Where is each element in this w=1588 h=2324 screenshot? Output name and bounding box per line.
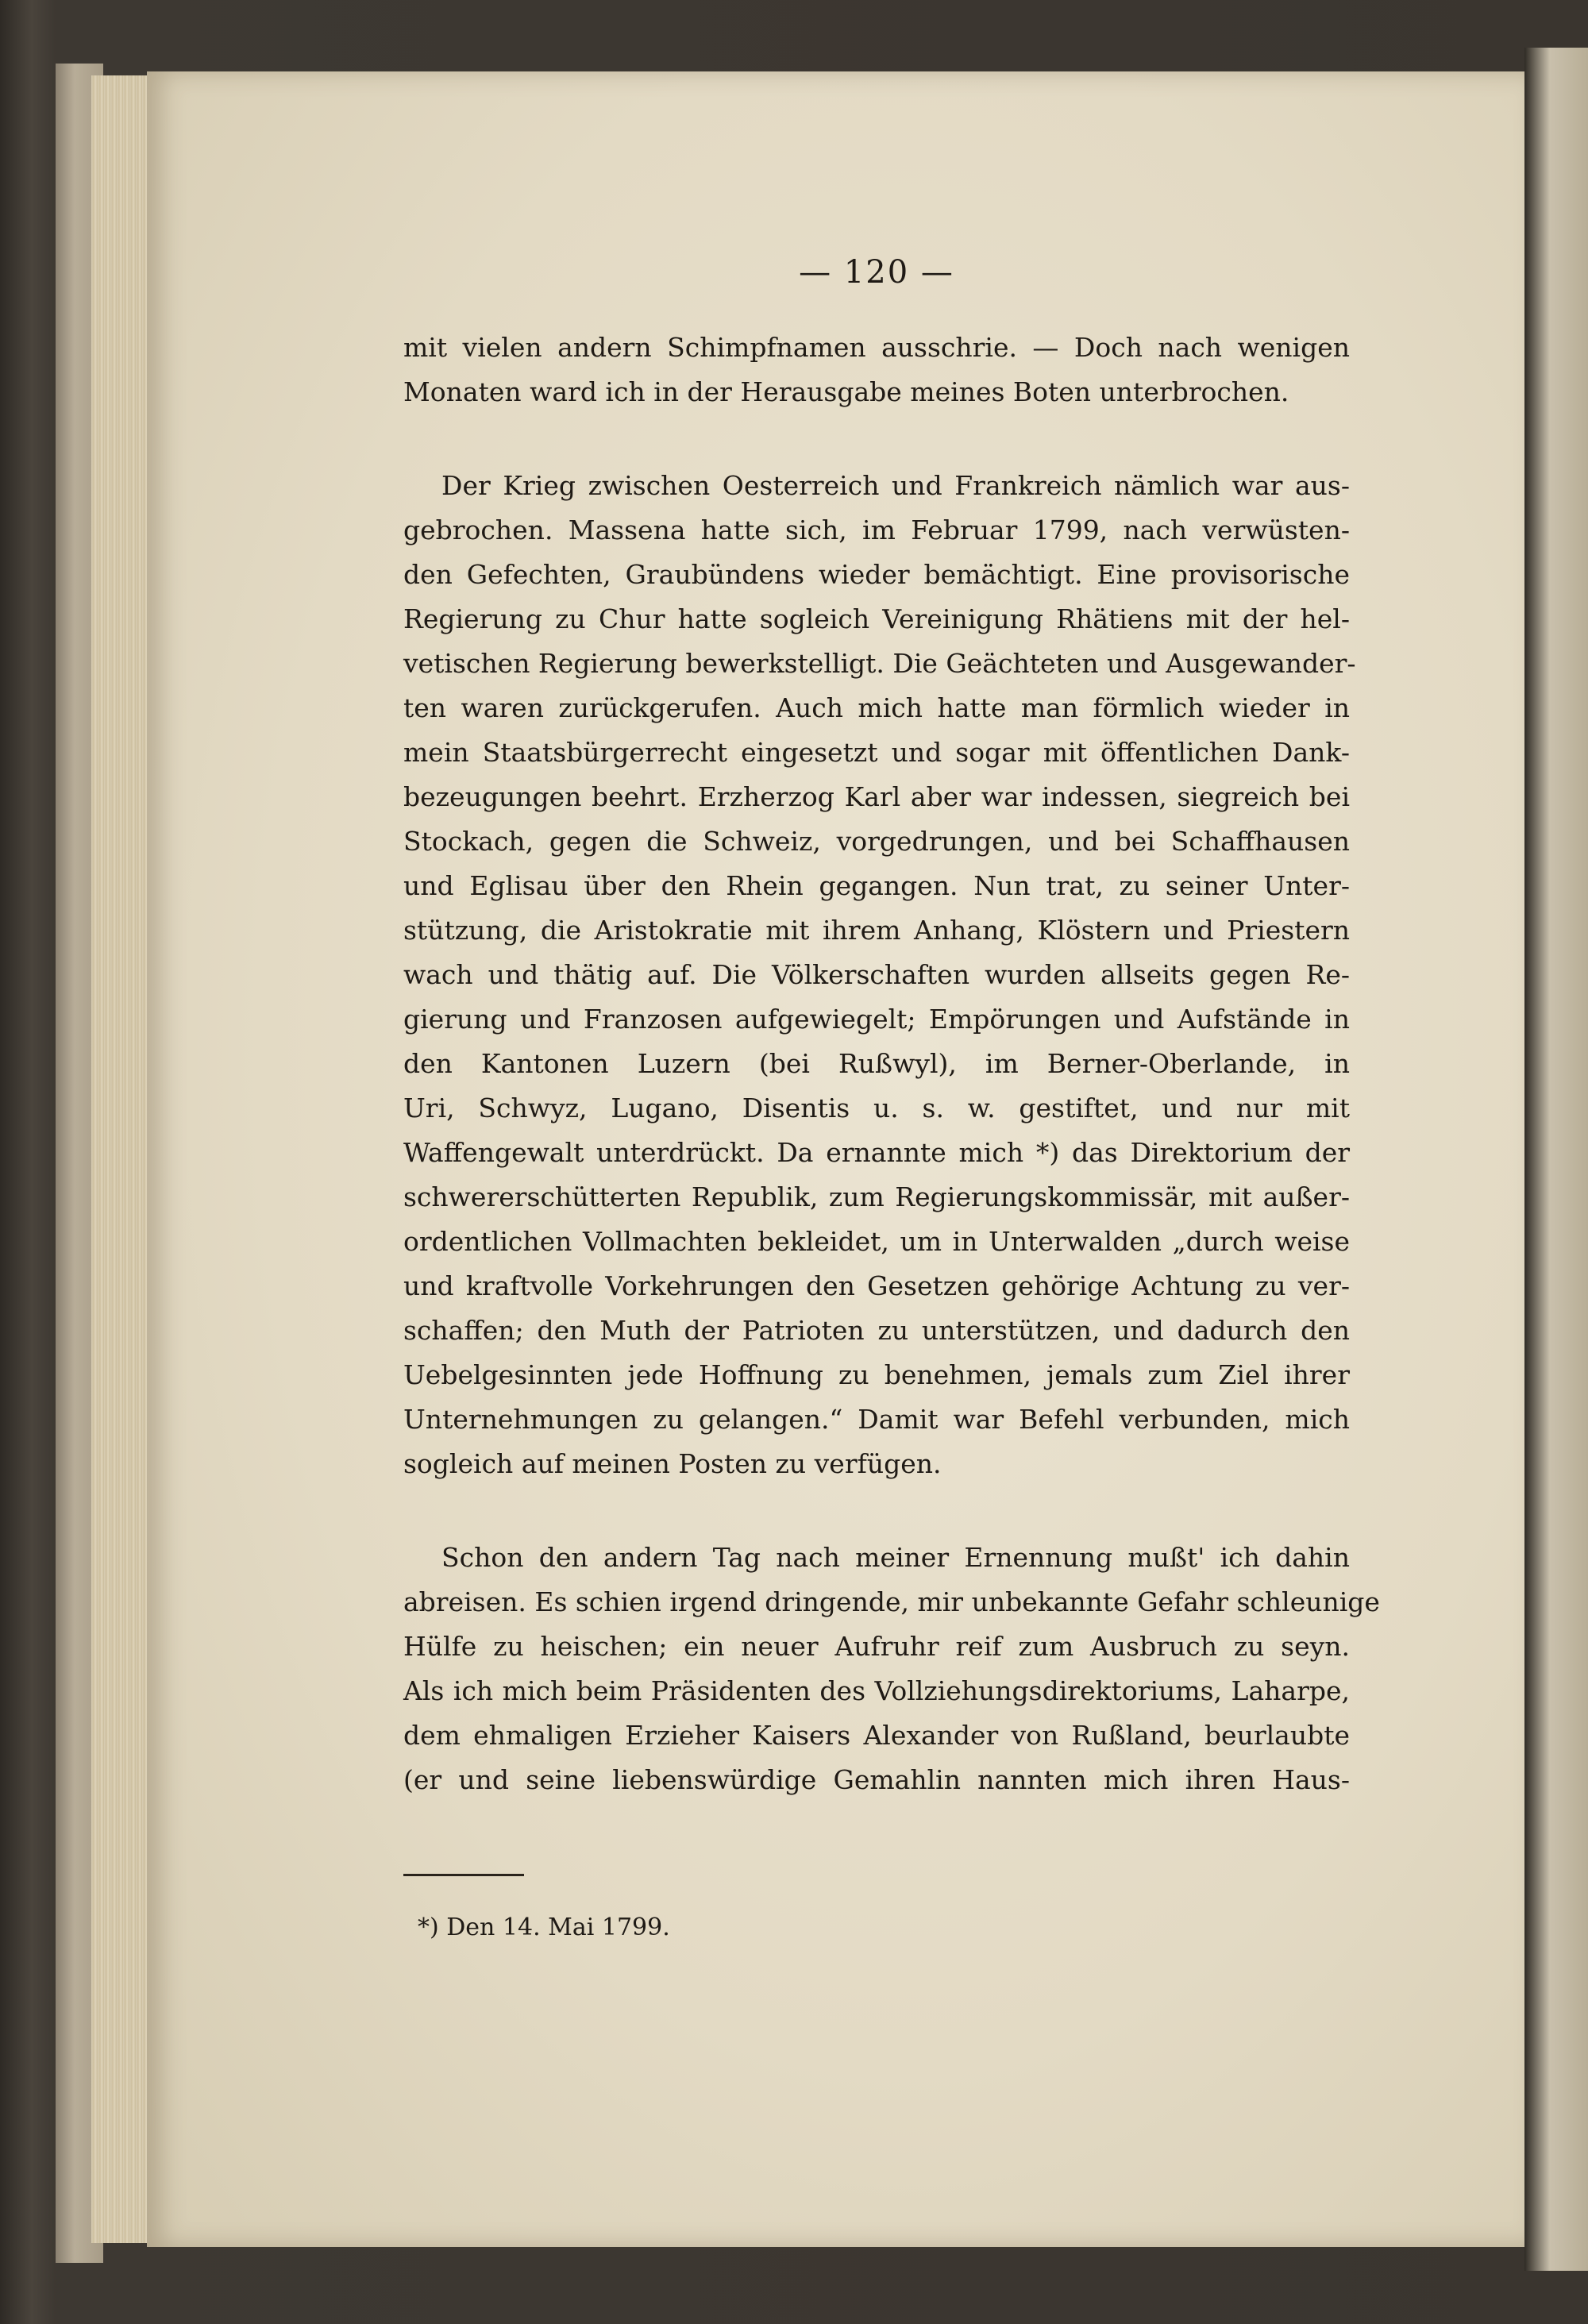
facing-page-edge (1524, 48, 1588, 2271)
text-line: schwererschütterten Republik, zum Regierungskommissär, mit außer- (403, 1181, 1350, 1212)
text-line: dem ehmaligen Erzieher Kaisers Alexander von Rußland, beurlaubte (403, 1720, 1350, 1751)
text-line: sogleich auf meinen Posten zu verfügen. (403, 1448, 942, 1479)
text-line: Monaten ward ich in der Herausgabe meines Boten unterbrochen. (403, 376, 1289, 407)
text-line: Stockach, gegen die Schweiz, vorgedrungen, und bei Schaffhausen (403, 826, 1350, 857)
text-line: Waffengewalt unterdrückt. Da ernannte mich *) das Direktorium der (403, 1137, 1350, 1168)
text-line: schaffen; den Muth der Patrioten zu unterstützen, und dadurch den (403, 1315, 1350, 1346)
text-line: mit vielen andern Schimpfnamen ausschrie. — Doch nach wenigen (403, 332, 1350, 363)
text-line: den Kantonen Luzern (bei Rußwyl), im Berner-Oberlande, in (403, 1048, 1350, 1079)
page-number: — 120 — (799, 254, 954, 291)
footnote: *) Den 14. Mai 1799. (418, 1914, 670, 1941)
text-line: Hülfe zu heischen; ein neuer Aufruhr reif zum Ausbruch zu seyn. (403, 1631, 1350, 1662)
text-line: (er und seine liebenswürdige Gemahlin nannten mich ihren Haus- (403, 1764, 1350, 1795)
text-line: Der Krieg zwischen Oesterreich und Frankreich nämlich war aus- (441, 470, 1350, 501)
text-line: ordentlichen Vollmachten bekleidet, um in Unterwalden „durch weise (403, 1226, 1350, 1257)
text-line: gierung und Franzosen aufgewiegelt; Empörungen und Aufstände in (403, 1004, 1350, 1035)
text-line: Schon den andern Tag nach meiner Ernennung mußt' ich dahin (441, 1542, 1350, 1573)
text-line: Unternehmungen zu gelangen.“ Damit war Befehl verbunden, mich (403, 1404, 1350, 1435)
text-line: Uri, Schwyz, Lugano, Disentis u. s. w. gestiftet, und nur mit (403, 1093, 1350, 1123)
text-line: mein Staatsbürgerrecht eingesetzt und sogar mit öffentlichen Dank- (403, 737, 1350, 768)
text-line: und kraftvolle Vorkehrungen den Gesetzen gehörige Achtung zu ver- (403, 1270, 1350, 1301)
text-line: Als ich mich beim Präsidenten des Vollziehungsdirektoriums, Laharpe, (403, 1675, 1350, 1706)
text-line: Regierung zu Chur hatte sogleich Vereinigung Rhätiens mit der hel- (403, 603, 1350, 634)
text-line: gebrochen. Massena hatte sich, im Februar 1799, nach verwüsten- (403, 515, 1350, 545)
text-line: den Gefechten, Graubündens wieder bemächtigt. Eine provisorische (403, 559, 1350, 590)
text-line: Uebelgesinnten jede Hoffnung zu benehmen, jemals zum Ziel ihrer (403, 1359, 1350, 1390)
text-line: stützung, die Aristokratie mit ihrem Anhang, Klöstern und Priestern (403, 915, 1350, 946)
text-line: abreisen. Es schien irgend dringende, mir unbekannte Gefahr schleunige (403, 1586, 1380, 1617)
text-line: bezeugungen beehrt. Erzherzog Karl aber war indessen, siegreich bei (403, 781, 1350, 812)
text-line: wach und thätig auf. Die Völkerschaften wurden allseits gegen Re- (403, 959, 1350, 990)
text-line: vetischen Regierung bewerkstelligt. Die Geächteten und Ausgewander- (403, 648, 1356, 679)
footnote-rule (403, 1874, 524, 1876)
text-line: und Eglisau über den Rhein gegangen. Nun trat, zu seiner Unter- (403, 870, 1350, 901)
text-line: ten waren zurückgerufen. Auch mich hatte man förmlich wieder in (403, 692, 1350, 723)
page-stack (91, 75, 155, 2243)
